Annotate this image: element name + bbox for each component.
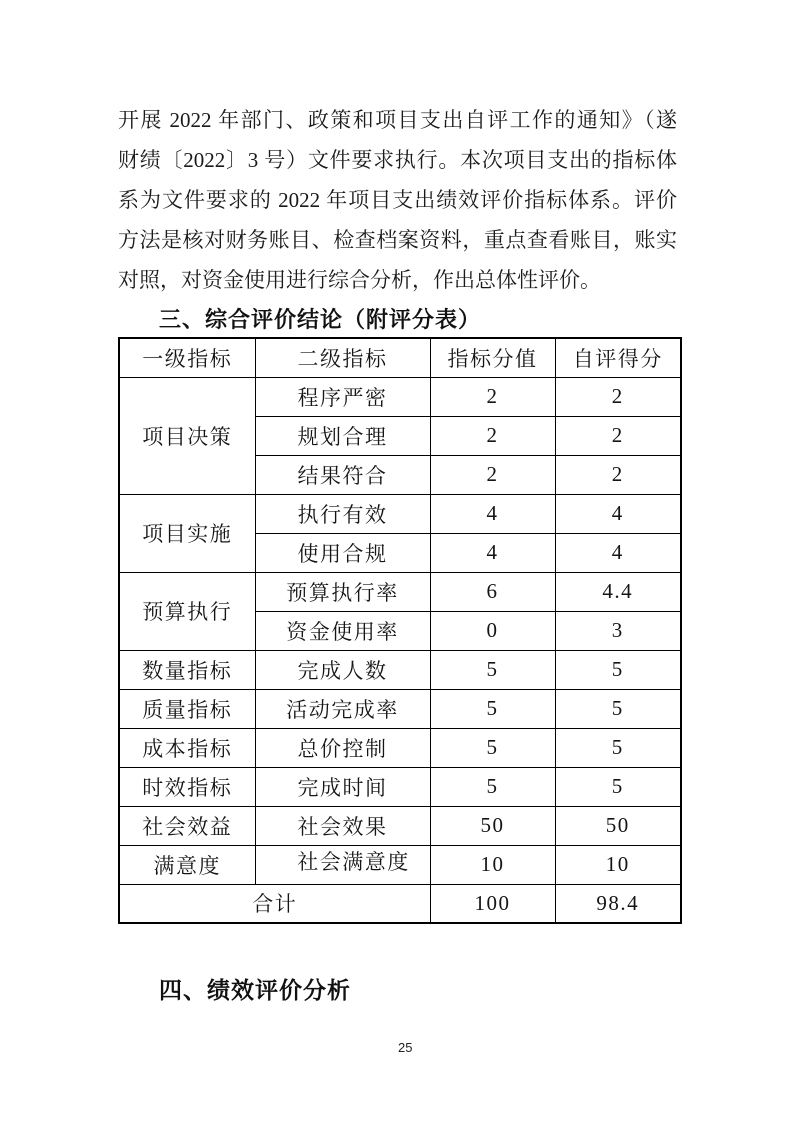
score-cell: 10 xyxy=(430,845,555,884)
level1-cell: 社会效益 xyxy=(119,806,255,845)
score-cell: 5 xyxy=(430,689,555,728)
level2-cell: 使用合规 xyxy=(255,533,430,572)
table-row xyxy=(119,572,681,611)
level2-cell: 活动完成率 xyxy=(255,689,430,728)
self-score-cell: 4 xyxy=(555,494,681,533)
paragraph-line: 开展 2022 年部门、政策和项目支出自评工作的通知》（遂 xyxy=(118,108,677,132)
table-row xyxy=(119,494,681,533)
table-row xyxy=(119,650,681,689)
self-score-cell: 3 xyxy=(555,611,681,650)
score-cell: 5 xyxy=(430,728,555,767)
self-score-cell: 5 xyxy=(555,767,681,806)
total-label-cell: 合计 xyxy=(119,884,430,923)
table-row xyxy=(119,689,681,728)
level1-cell: 预算执行 xyxy=(119,572,255,650)
level1-cell: 质量指标 xyxy=(119,689,255,728)
score-table xyxy=(118,337,682,924)
table-row xyxy=(119,806,681,845)
self-score-cell: 5 xyxy=(555,728,681,767)
score-cell: 4 xyxy=(430,533,555,572)
col-header-level2: 二级指标 xyxy=(255,338,430,377)
col-header-self-score: 自评得分 xyxy=(555,338,681,377)
total-score-cell: 100 xyxy=(430,884,555,923)
level2-cell: 总价控制 xyxy=(255,728,430,767)
self-score-cell: 10 xyxy=(555,845,681,884)
level2-label: 社会满意度 xyxy=(297,849,410,874)
paragraph-line: 财绩〔2022〕3 号）文件要求执行。本次项目支出的指标体 xyxy=(118,148,677,172)
level1-cell: 成本指标 xyxy=(119,728,255,767)
score-cell: 2 xyxy=(430,377,555,416)
score-cell: 6 xyxy=(430,572,555,611)
level2-cell: 执行有效 xyxy=(255,494,430,533)
page-number: 25 xyxy=(398,1040,413,1055)
self-score-cell: 4.4 xyxy=(555,572,681,611)
section-heading-evaluation-conclusion: 三、综合评价结论（附评分表） xyxy=(159,307,482,332)
table-row xyxy=(119,845,681,884)
score-cell: 4 xyxy=(430,494,555,533)
table-header-row xyxy=(119,338,681,377)
table-row xyxy=(119,377,681,416)
body-paragraph xyxy=(118,100,677,300)
level2-cell xyxy=(255,845,430,884)
level2-cell: 预算执行率 xyxy=(255,572,430,611)
level2-cell: 结果符合 xyxy=(255,455,430,494)
score-cell: 5 xyxy=(430,650,555,689)
score-cell: 0 xyxy=(430,611,555,650)
self-score-cell: 2 xyxy=(555,377,681,416)
self-score-cell: 2 xyxy=(555,416,681,455)
table-row xyxy=(119,767,681,806)
level2-cell: 规划合理 xyxy=(255,416,430,455)
table-row xyxy=(119,728,681,767)
level1-cell: 时效指标 xyxy=(119,767,255,806)
score-cell: 2 xyxy=(430,455,555,494)
self-score-cell: 5 xyxy=(555,689,681,728)
level1-cell: 项目实施 xyxy=(119,494,255,572)
level2-cell: 资金使用率 xyxy=(255,611,430,650)
score-cell: 50 xyxy=(430,806,555,845)
level2-cell: 完成人数 xyxy=(255,650,430,689)
level1-cell: 数量指标 xyxy=(119,650,255,689)
level1-cell: 满意度 xyxy=(119,845,255,884)
self-score-cell: 5 xyxy=(555,650,681,689)
paragraph-line: 方法是核对财务账目、检查档案资料，重点查看账目，账实 xyxy=(118,228,677,252)
self-score-cell: 50 xyxy=(555,806,681,845)
section-heading-performance-analysis: 四、绩效评价分析 xyxy=(159,977,351,1003)
total-self-score-cell: 98.4 xyxy=(555,884,681,923)
col-header-score: 指标分值 xyxy=(430,338,555,377)
self-score-cell: 2 xyxy=(555,455,681,494)
table-total-row xyxy=(119,884,681,923)
paragraph-line: 对照，对资金使用进行综合分析，作出总体性评价。 xyxy=(118,268,601,292)
level1-cell: 项目决策 xyxy=(119,377,255,494)
score-cell: 5 xyxy=(430,767,555,806)
level2-cell: 完成时间 xyxy=(255,767,430,806)
level2-cell: 程序严密 xyxy=(255,377,430,416)
level2-cell: 社会效果 xyxy=(255,806,430,845)
score-cell: 2 xyxy=(430,416,555,455)
paragraph-line: 系为文件要求的 2022 年项目支出绩效评价指标体系。评价 xyxy=(118,188,677,212)
col-header-level1: 一级指标 xyxy=(119,338,255,377)
self-score-cell: 4 xyxy=(555,533,681,572)
